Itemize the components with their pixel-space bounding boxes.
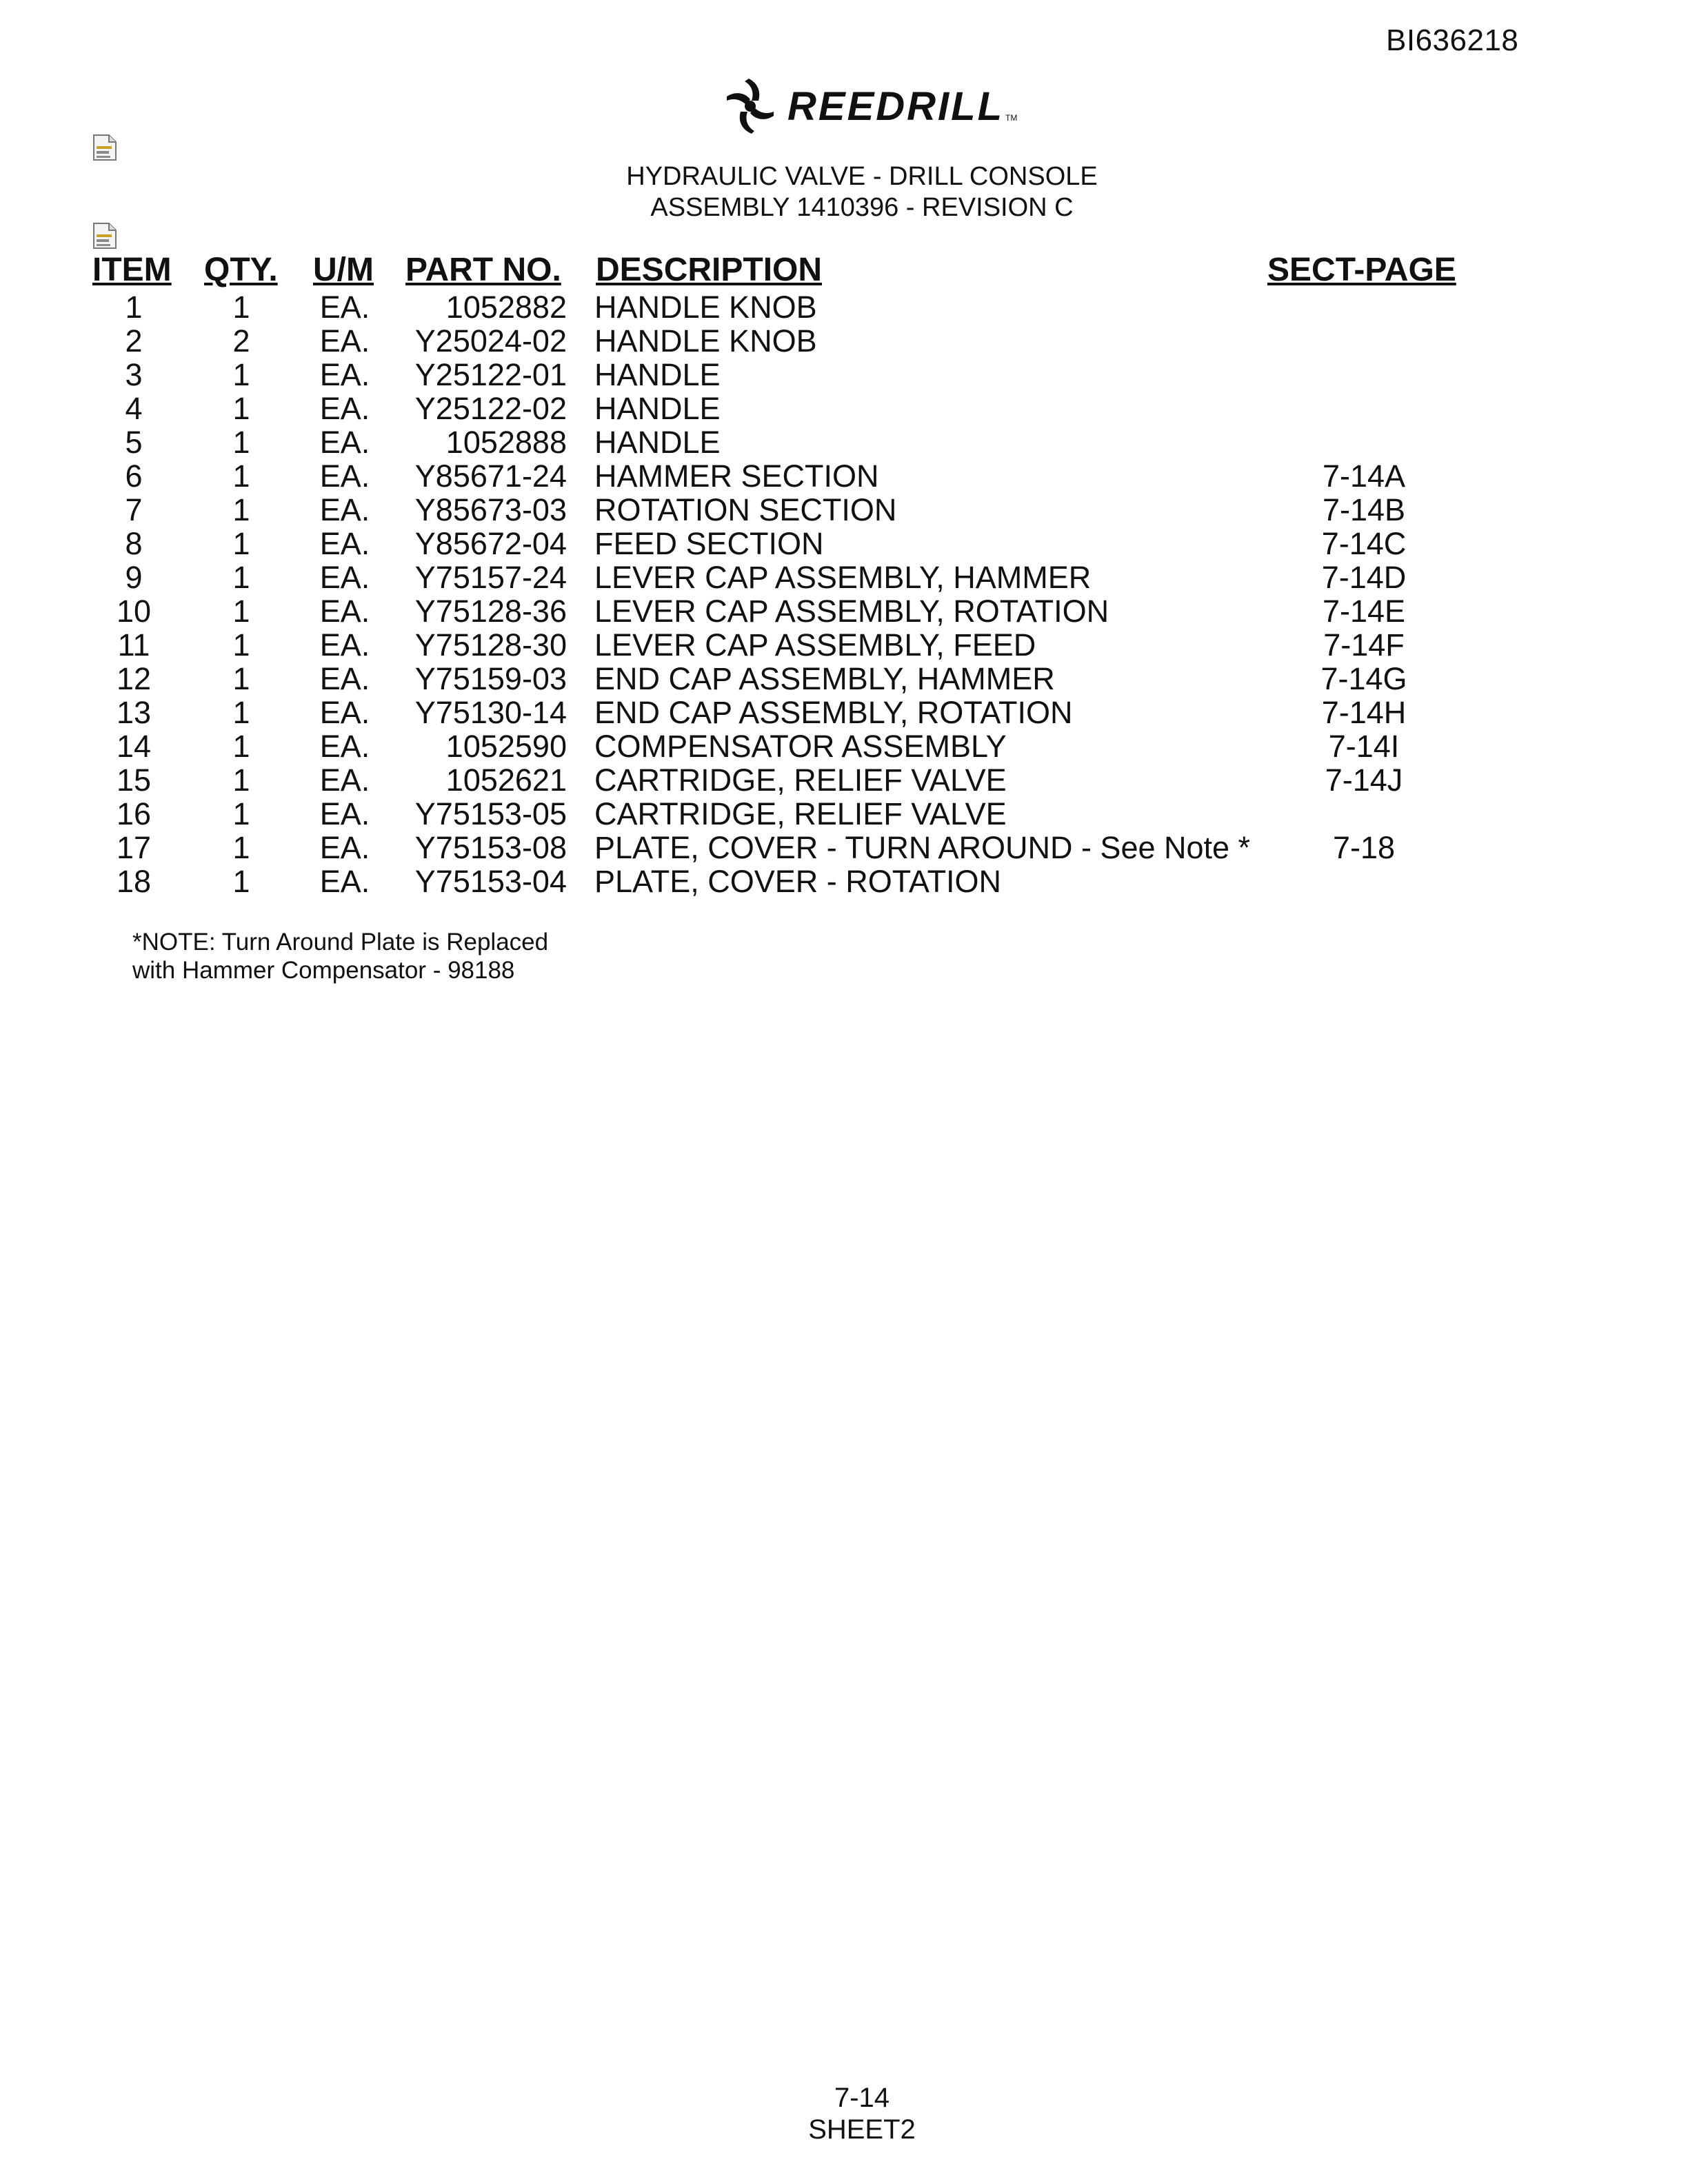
table-row xyxy=(0,560,1688,594)
unit-of-measure: EA. xyxy=(319,323,370,358)
description: PLATE, COVER - ROTATION xyxy=(594,864,1002,899)
description: HANDLE xyxy=(594,357,721,392)
unit-of-measure: EA. xyxy=(319,526,370,561)
description: COMPENSATOR ASSEMBLY xyxy=(594,729,1007,764)
table-row xyxy=(0,324,1688,358)
header-description: DESCRIPTION xyxy=(596,252,823,288)
part-number: Y75153-08 xyxy=(414,830,567,865)
sect-page: 7-14C xyxy=(1321,526,1407,561)
item-number: 11 xyxy=(117,627,150,663)
title-line-1: HYDRAULIC VALVE - DRILL CONSOLE xyxy=(626,162,1098,191)
reedrill-bit-icon xyxy=(721,76,779,136)
unit-of-measure: EA. xyxy=(319,762,370,798)
header-item: ITEM xyxy=(92,252,172,288)
part-number: Y75128-36 xyxy=(414,594,567,629)
table-row xyxy=(0,459,1688,493)
page-footer xyxy=(0,2082,1688,2145)
unit-of-measure: EA. xyxy=(319,391,370,426)
description: END CAP ASSEMBLY, HAMMER xyxy=(594,661,1055,696)
item-number: 5 xyxy=(125,425,143,460)
part-number: 1052888 xyxy=(445,425,567,460)
document-icon[interactable] xyxy=(92,222,117,250)
quantity: 1 xyxy=(232,627,250,663)
quantity: 1 xyxy=(232,458,250,494)
sect-page: 7-14H xyxy=(1321,695,1407,730)
header-part-no: PART NO. xyxy=(405,252,561,288)
unit-of-measure: EA. xyxy=(319,458,370,494)
part-number: Y25024-02 xyxy=(414,323,567,358)
sect-page: 7-14I xyxy=(1328,729,1400,764)
unit-of-measure: EA. xyxy=(319,492,370,527)
part-number: Y75153-04 xyxy=(414,864,567,899)
header-um: U/M xyxy=(313,252,374,288)
table-row xyxy=(0,865,1688,898)
description: END CAP ASSEMBLY, ROTATION xyxy=(594,695,1073,730)
description: LEVER CAP ASSEMBLY, FEED xyxy=(594,627,1036,663)
sect-page: 7-14F xyxy=(1323,627,1405,663)
brand-name: REEDRILL xyxy=(787,83,1004,129)
item-number: 17 xyxy=(116,830,152,865)
table-row xyxy=(0,425,1688,459)
unit-of-measure: EA. xyxy=(319,796,370,831)
reedrill-logo xyxy=(721,74,1017,138)
sheet-label: SHEET2 xyxy=(808,2114,916,2145)
item-number: 12 xyxy=(116,661,152,696)
sect-page: 7-14G xyxy=(1320,661,1407,696)
unit-of-measure: EA. xyxy=(319,729,370,764)
quantity: 1 xyxy=(232,695,250,730)
quantity: 1 xyxy=(232,594,250,629)
item-number: 7 xyxy=(125,492,143,527)
item-number: 18 xyxy=(116,864,152,899)
part-number: 1052621 xyxy=(445,762,567,798)
trademark-mark: TM xyxy=(1005,113,1018,123)
part-number: Y75157-24 xyxy=(414,560,567,595)
table-row xyxy=(0,662,1688,696)
sect-page: 7-14J xyxy=(1325,762,1403,798)
description: ROTATION SECTION xyxy=(594,492,897,527)
table-row xyxy=(0,628,1688,662)
part-number: Y85671-24 xyxy=(414,458,567,494)
item-number: 3 xyxy=(125,357,143,392)
unit-of-measure: EA. xyxy=(319,425,370,460)
document-id: BI636218 xyxy=(1386,23,1519,57)
sect-page: 7-14A xyxy=(1322,458,1406,494)
quantity: 1 xyxy=(232,661,250,696)
item-number: 4 xyxy=(125,391,143,426)
table-row xyxy=(0,831,1688,865)
unit-of-measure: EA. xyxy=(319,290,370,325)
table-row xyxy=(0,594,1688,628)
document-icon[interactable] xyxy=(92,134,117,161)
description: LEVER CAP ASSEMBLY, HAMMER xyxy=(594,560,1092,595)
description: FEED SECTION xyxy=(594,526,824,561)
part-number: 1052590 xyxy=(445,729,567,764)
description: CARTRIDGE, RELIEF VALVE xyxy=(594,796,1007,831)
quantity: 1 xyxy=(232,729,250,764)
item-number: 13 xyxy=(116,695,152,730)
quantity: 2 xyxy=(232,323,250,358)
page-number: 7-14 xyxy=(834,2083,890,2113)
description: CARTRIDGE, RELIEF VALVE xyxy=(594,762,1007,798)
quantity: 1 xyxy=(232,762,250,798)
table-row xyxy=(0,392,1688,425)
part-number: Y85673-03 xyxy=(414,492,567,527)
item-number: 2 xyxy=(125,323,143,358)
part-number: Y25122-01 xyxy=(414,357,567,392)
description: HANDLE KNOB xyxy=(594,290,817,325)
description: LEVER CAP ASSEMBLY, ROTATION xyxy=(594,594,1109,629)
table-row xyxy=(0,358,1688,392)
item-number: 9 xyxy=(125,560,143,595)
quantity: 1 xyxy=(232,425,250,460)
header-qty: QTY. xyxy=(204,252,278,288)
part-number: Y85672-04 xyxy=(414,526,567,561)
unit-of-measure: EA. xyxy=(319,695,370,730)
part-number: Y25122-02 xyxy=(414,391,567,426)
note-line-2: with Hammer Compensator - 98188 xyxy=(132,957,515,984)
description: HAMMER SECTION xyxy=(594,458,879,494)
title-line-2: ASSEMBLY 1410396 - REVISION C xyxy=(650,193,1074,222)
sect-page: 7-18 xyxy=(1332,830,1396,865)
table-row xyxy=(0,290,1688,324)
sect-page: 7-14D xyxy=(1321,560,1407,595)
quantity: 1 xyxy=(232,864,250,899)
header-sect-page: SECT-PAGE xyxy=(1267,252,1456,288)
quantity: 1 xyxy=(232,391,250,426)
description: HANDLE xyxy=(594,391,721,426)
note-line-1: *NOTE: Turn Around Plate is Replaced xyxy=(132,929,549,956)
quantity: 1 xyxy=(232,357,250,392)
item-number: 14 xyxy=(116,729,152,764)
part-number: Y75153-05 xyxy=(414,796,567,831)
table-row xyxy=(0,797,1688,831)
unit-of-measure: EA. xyxy=(319,661,370,696)
description: HANDLE KNOB xyxy=(594,323,817,358)
item-number: 8 xyxy=(125,526,143,561)
document-title xyxy=(0,161,1688,223)
quantity: 1 xyxy=(232,492,250,527)
item-number: 15 xyxy=(116,762,152,798)
table-row xyxy=(0,527,1688,560)
unit-of-measure: EA. xyxy=(319,830,370,865)
item-number: 10 xyxy=(116,594,152,629)
table-row xyxy=(0,729,1688,763)
unit-of-measure: EA. xyxy=(319,864,370,899)
unit-of-measure: EA. xyxy=(319,594,370,629)
part-number: 1052882 xyxy=(445,290,567,325)
part-number: Y75159-03 xyxy=(414,661,567,696)
table-row xyxy=(0,696,1688,729)
note xyxy=(132,928,548,984)
quantity: 1 xyxy=(232,796,250,831)
sect-page: 7-14E xyxy=(1322,594,1406,629)
item-number: 1 xyxy=(125,290,143,325)
quantity: 1 xyxy=(232,560,250,595)
item-number: 16 xyxy=(116,796,152,831)
sect-page: 7-14B xyxy=(1322,492,1406,527)
table-row xyxy=(0,763,1688,797)
description: PLATE, COVER - TURN AROUND - See Note * xyxy=(594,830,1251,865)
part-number: Y75128-30 xyxy=(414,627,567,663)
quantity: 1 xyxy=(232,830,250,865)
item-number: 6 xyxy=(125,458,143,494)
description: HANDLE xyxy=(594,425,721,460)
unit-of-measure: EA. xyxy=(319,560,370,595)
quantity: 1 xyxy=(232,526,250,561)
unit-of-measure: EA. xyxy=(319,357,370,392)
unit-of-measure: EA. xyxy=(319,627,370,663)
quantity: 1 xyxy=(232,290,250,325)
table-row xyxy=(0,493,1688,527)
part-number: Y75130-14 xyxy=(414,695,567,730)
